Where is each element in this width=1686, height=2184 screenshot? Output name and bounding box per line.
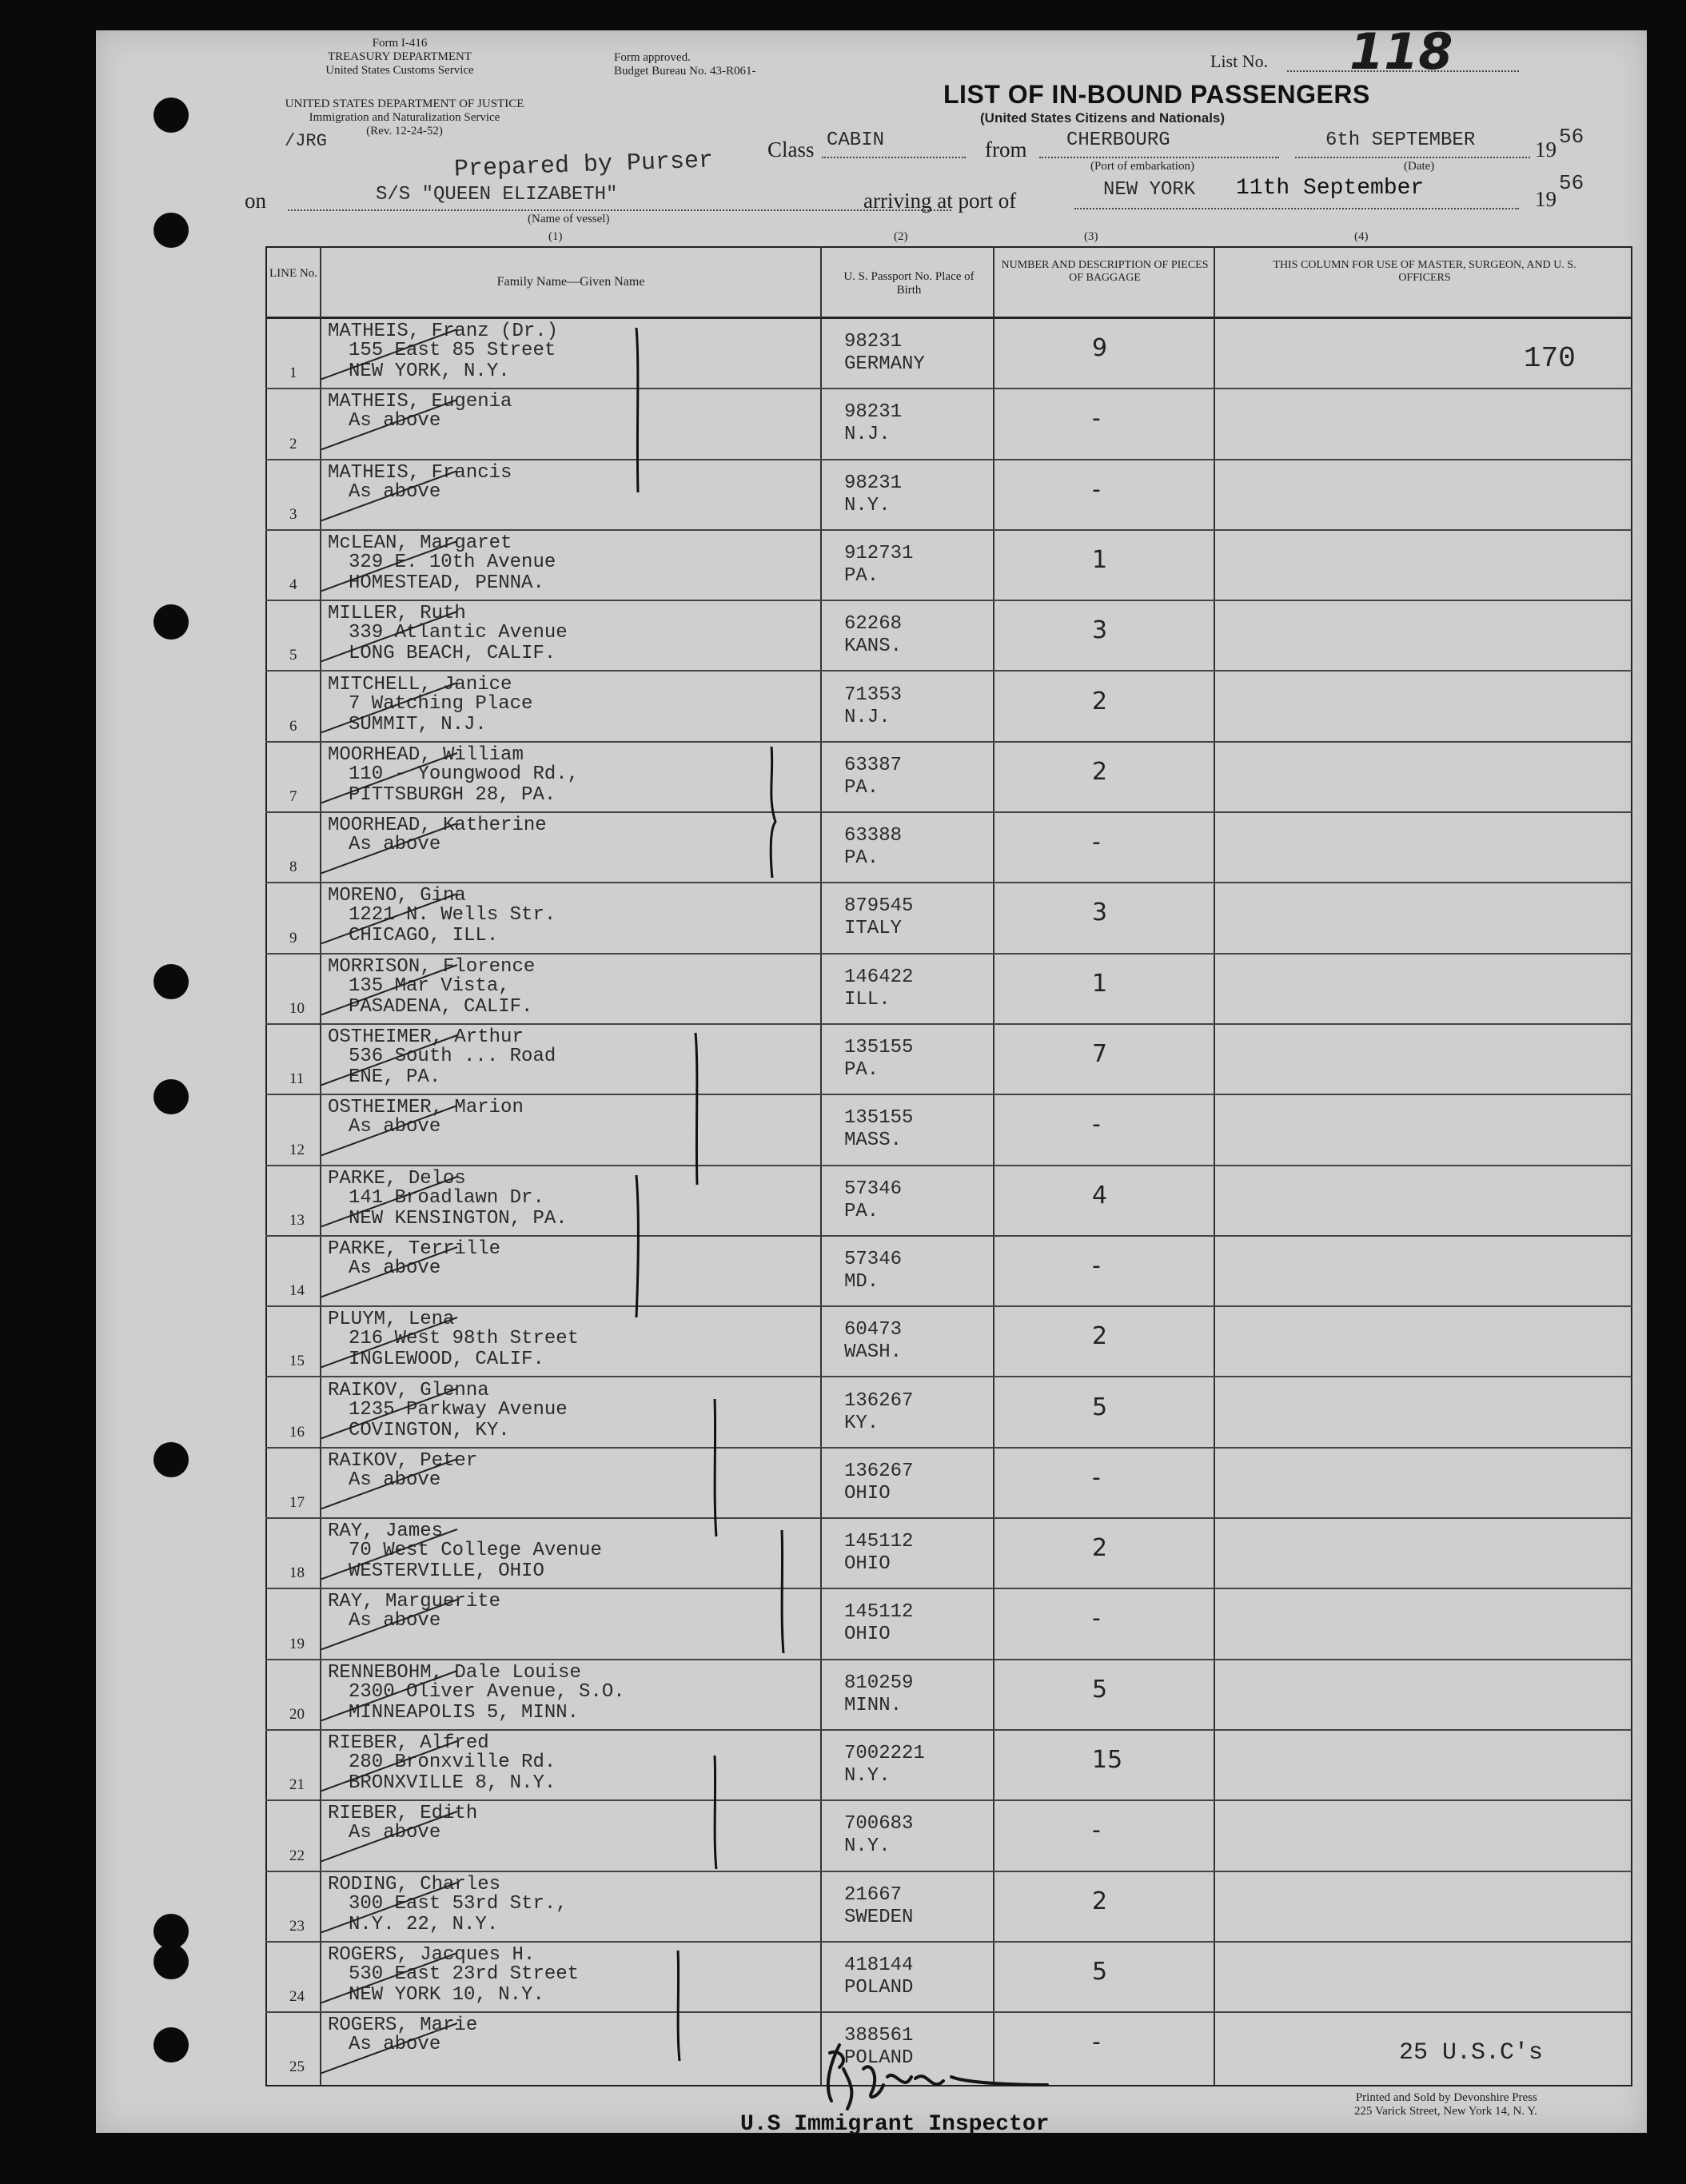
page-title: LIST OF IN-BOUND PASSENGERS (943, 80, 1370, 109)
baggage-count: 3 (1092, 616, 1108, 645)
passenger-name: PLUYM, Lena (328, 1309, 455, 1331)
passenger-address-1: 280 Bronxville Rd. (349, 1752, 556, 1773)
place-of-birth: N.J. (844, 706, 891, 728)
list-no-label: List No. (1210, 51, 1269, 71)
baggage-count: 15 (1092, 1746, 1123, 1774)
place-of-birth: SWEDEN (844, 1906, 914, 1928)
passenger-address-1: 216 West 98th Street (349, 1328, 580, 1350)
baggage-count: - (1092, 1251, 1101, 1280)
place-of-birth: GERMANY (844, 353, 925, 375)
line-number: 16 (289, 1423, 305, 1441)
line-number: 18 (289, 1564, 305, 1582)
passenger-name: RIEBER, Edith (328, 1803, 478, 1825)
revision: (Rev. 12-24-52) (366, 125, 443, 137)
passport-number: 63388 (844, 825, 903, 847)
place-of-birth: MINN. (844, 1694, 903, 1716)
header-officers: THIS COLUMN FOR USE OF MASTER, SURGEON, AND U. S. OFFICERS (1273, 259, 1576, 284)
line-number: 24 (289, 1988, 305, 2006)
line-number: 12 (289, 1141, 305, 1158)
baggage-count: 9 (1092, 334, 1108, 362)
arriving-label: arriving at port of (863, 189, 1017, 213)
passenger-name: RAIKOV, Glenna (328, 1379, 489, 1401)
passenger-name: PARKE, Terrille (328, 1237, 501, 1260)
officer-note: 170 (1524, 342, 1576, 375)
printer-line-1: Printed and Sold by Devonshire Press (1355, 2091, 1537, 2104)
arrival-year-suffix: 56 (1559, 171, 1584, 195)
passport-number: 135155 (844, 1037, 914, 1058)
line-number: 6 (289, 717, 297, 735)
col-num-4: (4) (1354, 230, 1369, 243)
line-number: 22 (289, 1847, 305, 1864)
line-number: 1 (289, 365, 297, 382)
place-of-birth: PA. (844, 776, 879, 799)
passenger-address-1: 300 East 53rd Str., (349, 1892, 568, 1915)
place-of-birth: ITALY (844, 918, 903, 940)
passport-number: 63387 (844, 754, 903, 776)
vessel-caption: (Name of vessel) (528, 213, 610, 225)
list-no-value: 118 (1349, 22, 1453, 81)
passport-number: 146422 (844, 966, 914, 988)
port-embark-caption: (Port of embarkation) (1090, 160, 1194, 173)
passport-number: 136267 (844, 1389, 914, 1412)
line-number: 13 (289, 1211, 305, 1229)
col-num-2: (2) (894, 230, 908, 243)
passenger-name: OSTHEIMER, Arthur (328, 1026, 524, 1048)
passenger-name: RODING, Charles (328, 1873, 501, 1895)
passenger-address-2: MINNEAPOLIS 5, MINN. (349, 1701, 580, 1724)
passport-number: 60473 (844, 1319, 903, 1341)
passenger-address-2: INGLEWOOD, CALIF. (349, 1349, 544, 1371)
place-of-birth: PA. (844, 1200, 879, 1222)
header-passport: U. S. Passport No. Place of Birth (843, 270, 975, 297)
passenger-address-1: 141 Broadlawn Dr. (349, 1186, 544, 1209)
passenger-address-2: NEW YORK, N.Y. (349, 361, 510, 382)
passport-number: 135155 (844, 1107, 914, 1130)
passport-number: 57346 (844, 1248, 903, 1270)
arrival-year-prefix: 19 (1535, 187, 1556, 211)
place-of-birth: MASS. (844, 1130, 903, 1152)
passport-number: 810259 (844, 1672, 914, 1694)
passenger-address-1: 110 - Youngwood Rd., (349, 763, 580, 785)
treasury-dept: TREASURY DEPARTMENT (327, 50, 472, 63)
passenger-address-2: NEW YORK 10, N.Y. (349, 1983, 544, 2006)
passport-number: 145112 (844, 1531, 914, 1553)
prepared-by: Prepared by Purser (453, 147, 714, 184)
passport-number: 912731 (844, 542, 914, 564)
embark-year-prefix: 19 (1535, 137, 1556, 161)
line-number: 19 (289, 1635, 305, 1652)
passenger-address-1: 1235 Parkway Avenue (349, 1398, 568, 1421)
baggage-count: 2 (1092, 687, 1108, 715)
line-number: 9 (289, 929, 297, 947)
col-num-1: (1) (548, 230, 563, 243)
header-baggage: NUMBER AND DESCRIPTION OF PIECES OF BAGGAGE (1001, 259, 1209, 284)
passenger-address-2: NEW KENSINGTON, PA. (349, 1207, 568, 1229)
passenger-address-2: PITTSBURGH 28, PA. (349, 783, 556, 806)
place-of-birth: PA. (844, 564, 879, 587)
passenger-address-2: HOMESTEAD, PENNA. (349, 572, 544, 594)
passenger-name: MORENO, Gina (328, 885, 466, 907)
passenger-name: MORRISON, Florence (328, 955, 536, 978)
passport-number: 388561 (844, 2025, 914, 2047)
baggage-count: - (1092, 475, 1101, 504)
baggage-count: - (1092, 1110, 1101, 1139)
passenger-name: RAIKOV, Peter (328, 1449, 478, 1472)
passenger-name: MATHEIS, Franz (Dr.) (328, 321, 559, 342)
passenger-address-1: As above (349, 1822, 441, 1844)
form-number: Form I-416 (372, 37, 428, 50)
date-caption: (Date) (1404, 160, 1435, 173)
header-line-no: LINE No. (269, 267, 317, 280)
line-number: 5 (289, 647, 297, 664)
passenger-address-1: As above (349, 410, 441, 432)
vessel-name: S/S "QUEEN ELIZABETH" (376, 184, 618, 205)
baggage-count: 4 (1092, 1181, 1108, 1210)
passenger-address-2: BRONXVILLE 8, N.Y. (349, 1772, 556, 1794)
baggage-count: 2 (1092, 1887, 1108, 1915)
passport-number: 21667 (844, 1883, 903, 1906)
place-of-birth: WASH. (844, 1341, 903, 1364)
passport-number: 62268 (844, 613, 903, 636)
line-number: 10 (289, 999, 305, 1017)
place-of-birth: N.Y. (844, 1835, 891, 1858)
document-page (96, 22, 1647, 2137)
baggage-count: 2 (1092, 757, 1108, 786)
baggage-count: 5 (1092, 1393, 1108, 1421)
baggage-count: - (1092, 1463, 1101, 1492)
passenger-address-1: 536 South ... Road (349, 1046, 556, 1067)
passenger-name: McLEAN, Margaret (328, 532, 512, 554)
ins-service: Immigration and Naturalization Service (309, 111, 500, 124)
passenger-address-2: COVINGTON, KY. (349, 1419, 510, 1441)
from-label: from (985, 137, 1027, 161)
arrival-port: NEW YORK (1103, 179, 1196, 201)
passenger-name: MATHEIS, Eugenia (328, 391, 512, 413)
passenger-address-1: 7 Watching Place (349, 692, 533, 715)
place-of-birth: OHIO (844, 1553, 891, 1576)
inspector-label: U.S Immigrant Inspector (740, 2112, 1050, 2137)
passenger-name: MOORHEAD, Katherine (328, 815, 547, 837)
passport-number: 98231 (844, 472, 903, 494)
place-of-birth: PA. (844, 847, 879, 870)
passenger-address-2: LONG BEACH, CALIF. (349, 643, 556, 665)
passenger-address-1: As above (349, 1116, 441, 1138)
passenger-name: OSTHEIMER, Marion (328, 1097, 524, 1119)
passenger-name: MATHEIS, Francis (328, 461, 512, 484)
passport-number: 98231 (844, 401, 903, 424)
arrival-date: 11th September (1236, 176, 1425, 201)
embark-date: 6th SEPTEMBER (1325, 130, 1476, 151)
place-of-birth: N.Y. (844, 1765, 891, 1787)
form-approved-text: Form approved. (614, 51, 691, 64)
header-name: Family Name—Given Name (496, 275, 645, 289)
passenger-name: RAY, James (328, 1520, 444, 1543)
passenger-address-1: 135 Mar Vista, (349, 974, 510, 997)
col-num-3: (3) (1084, 230, 1098, 243)
passenger-address-1: As above (349, 1610, 441, 1632)
on-label: on (245, 189, 266, 213)
place-of-birth: KANS. (844, 636, 903, 658)
place-of-birth: POLAND (844, 2047, 914, 2070)
passenger-name: RAY, Marguerite (328, 1591, 501, 1613)
passenger-address-1: As above (349, 1469, 441, 1491)
passport-number: 879545 (844, 895, 914, 918)
baggage-count: 5 (1092, 1957, 1108, 1986)
passenger-address-1: 339 Atlantic Avenue (349, 622, 568, 644)
passenger-name: MILLER, Ruth (328, 603, 466, 625)
passenger-address-2: N.Y. 22, N.Y. (349, 1913, 499, 1935)
baggage-count: 5 (1092, 1675, 1108, 1704)
passenger-name: ROGERS, Marie (328, 2015, 478, 2037)
passenger-name: MOORHEAD, William (328, 743, 524, 766)
printer-line-2: 225 Varick Street, New York 14, N. Y. (1354, 2105, 1537, 2118)
baggage-count: - (1092, 1816, 1101, 1845)
budget-bureau: Budget Bureau No. 43-R061- (614, 65, 756, 78)
place-of-birth: ILL. (844, 988, 891, 1010)
line-number: 3 (289, 505, 297, 523)
passenger-address-1: 70 West College Avenue (349, 1540, 602, 1562)
passenger-address-2: WESTERVILLE, OHIO (349, 1560, 544, 1583)
passenger-address-1: 329 E. 10th Avenue (349, 551, 556, 573)
place-of-birth: PA. (844, 1059, 879, 1081)
passenger-address-2: PASADENA, CALIF. (349, 995, 533, 1018)
baggage-count: 7 (1092, 1040, 1108, 1068)
initials: /JRG (285, 131, 327, 151)
passenger-address-2: SUMMIT, N.J. (349, 713, 487, 735)
place-of-birth: KY. (844, 1412, 879, 1434)
passenger-address-2: ENE, PA. (349, 1066, 441, 1088)
passport-number: 700683 (844, 1813, 914, 1835)
baggage-count: 3 (1092, 899, 1108, 927)
line-number: 2 (289, 435, 297, 452)
passenger-address-1: 2300 Oliver Avenue, S.O. (349, 1680, 625, 1703)
line-number: 17 (289, 1494, 305, 1512)
passport-number: 98231 (844, 331, 903, 353)
passenger-name: RIEBER, Alfred (328, 1732, 489, 1754)
passport-number: 71353 (844, 683, 903, 706)
port-embarkation: CHERBOURG (1066, 130, 1170, 151)
line-number: 11 (289, 1070, 305, 1088)
baggage-count: - (1092, 1604, 1101, 1633)
passenger-address-1: 1221 N. Wells Str. (349, 904, 556, 927)
passport-number: 57346 (844, 1178, 903, 1200)
baggage-count: 2 (1092, 1534, 1108, 1563)
passenger-address-1: As above (349, 480, 441, 503)
class-label: Class (767, 137, 815, 161)
justice-dept: UNITED STATES DEPARTMENT OF JUSTICE (285, 98, 524, 110)
line-number: 7 (289, 788, 297, 806)
line-number: 8 (289, 859, 297, 876)
passenger-name: ROGERS, Jacques H. (328, 1943, 536, 1966)
customs-service: United States Customs Service (325, 64, 474, 77)
baggage-count: - (1092, 405, 1101, 433)
line-number: 21 (289, 1776, 305, 1794)
passenger-address-1: As above (349, 2034, 441, 2056)
place-of-birth: OHIO (844, 1482, 891, 1504)
passenger-address-1: As above (349, 1257, 441, 1279)
line-number: 15 (289, 1353, 305, 1370)
baggage-count: 1 (1092, 545, 1108, 574)
passenger-name: RENNEBOHM, Dale Louise (328, 1661, 581, 1684)
page-subtitle: (United States Citizens and Nationals) (980, 110, 1226, 126)
passenger-name: PARKE, Delos (328, 1167, 466, 1190)
baggage-count: 1 (1092, 969, 1108, 998)
officer-note: 25 U.S.C's (1399, 2039, 1544, 2067)
passenger-address-1: 155 East 85 Street (349, 340, 556, 361)
baggage-count: - (1092, 828, 1101, 857)
line-number: 20 (289, 1705, 305, 1723)
passport-number: 7002221 (844, 1743, 925, 1764)
passport-number: 136267 (844, 1460, 914, 1482)
passport-number: 418144 (844, 1954, 914, 1976)
passenger-address-2: CHICAGO, ILL. (349, 925, 499, 947)
handwritten-marks (96, 30, 1647, 2133)
line-number: 23 (289, 1917, 305, 1935)
passenger-address-1: 530 East 23rd Street (349, 1963, 580, 1985)
place-of-birth: POLAND (844, 1976, 914, 1999)
place-of-birth: N.J. (844, 424, 891, 446)
place-of-birth: N.Y. (844, 494, 891, 516)
passenger-name: MITCHELL, Janice (328, 673, 512, 695)
class-value: CABIN (827, 130, 885, 151)
passport-number: 145112 (844, 1601, 914, 1624)
place-of-birth: OHIO (844, 1624, 891, 1646)
baggage-count: 2 (1092, 1322, 1108, 1351)
line-number: 4 (289, 576, 297, 594)
line-number: 25 (289, 2058, 305, 2076)
passenger-address-1: As above (349, 834, 441, 856)
line-number: 14 (289, 1282, 305, 1300)
embark-year-suffix: 56 (1559, 125, 1584, 149)
baggage-count: - (1092, 2028, 1101, 2057)
place-of-birth: MD. (844, 1270, 879, 1293)
